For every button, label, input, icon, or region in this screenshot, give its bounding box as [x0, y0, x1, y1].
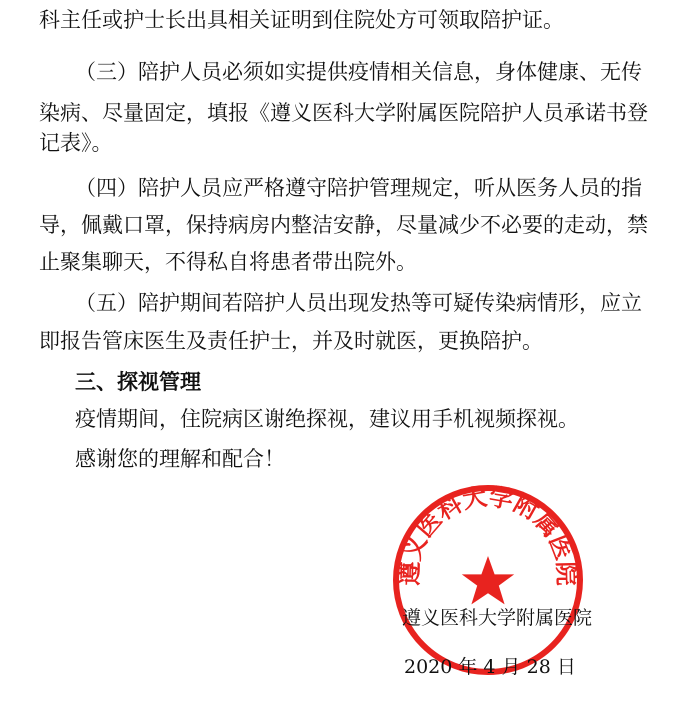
- paragraph-line: 科主任或护士长出具相关证明到住院处方可领取陪护证。: [39, 8, 564, 32]
- paragraph-line: 止聚集聊天，不得私自将患者带出院外。: [39, 250, 417, 274]
- paragraph-line: 导，佩戴口罩，保持病房内整洁安静，尽量减少不必要的走动，禁: [39, 213, 648, 237]
- signature-org: 遵义医科大学附属医院: [402, 607, 593, 629]
- thanks-text: 感谢您的理解和配合！: [75, 447, 285, 471]
- seal-star-icon: [462, 556, 514, 604]
- paragraph-line: （四）陪护人员应严格遵守陪护管理规定，听从医务人员的指: [75, 176, 642, 200]
- paragraph-line: 染病、尽量固定，填报《遵义医科大学附属医院陪护人员承诺书登: [39, 101, 648, 125]
- signature-date: 2020 年 4 月 28 日: [404, 656, 576, 678]
- paragraph-line: （三）陪护人员必须如实提供疫情相关信息，身体健康、无传: [75, 60, 642, 84]
- visit-text: 疫情期间，住院病区谢绝探视，建议用手机视频探视。: [75, 407, 579, 431]
- paragraph-line: （五）陪护期间若陪护人员出现发热等可疑传染病情形，应立: [75, 291, 642, 315]
- paragraph-line: 记表》。: [39, 131, 113, 155]
- seal-text: 遵义医科大学附属医院: [395, 482, 581, 586]
- paragraph-line: 即报告管床医生及责任护士，并及时就医，更换陪护。: [39, 329, 543, 353]
- section-heading: 三、探视管理: [75, 370, 201, 394]
- official-seal: [388, 480, 588, 680]
